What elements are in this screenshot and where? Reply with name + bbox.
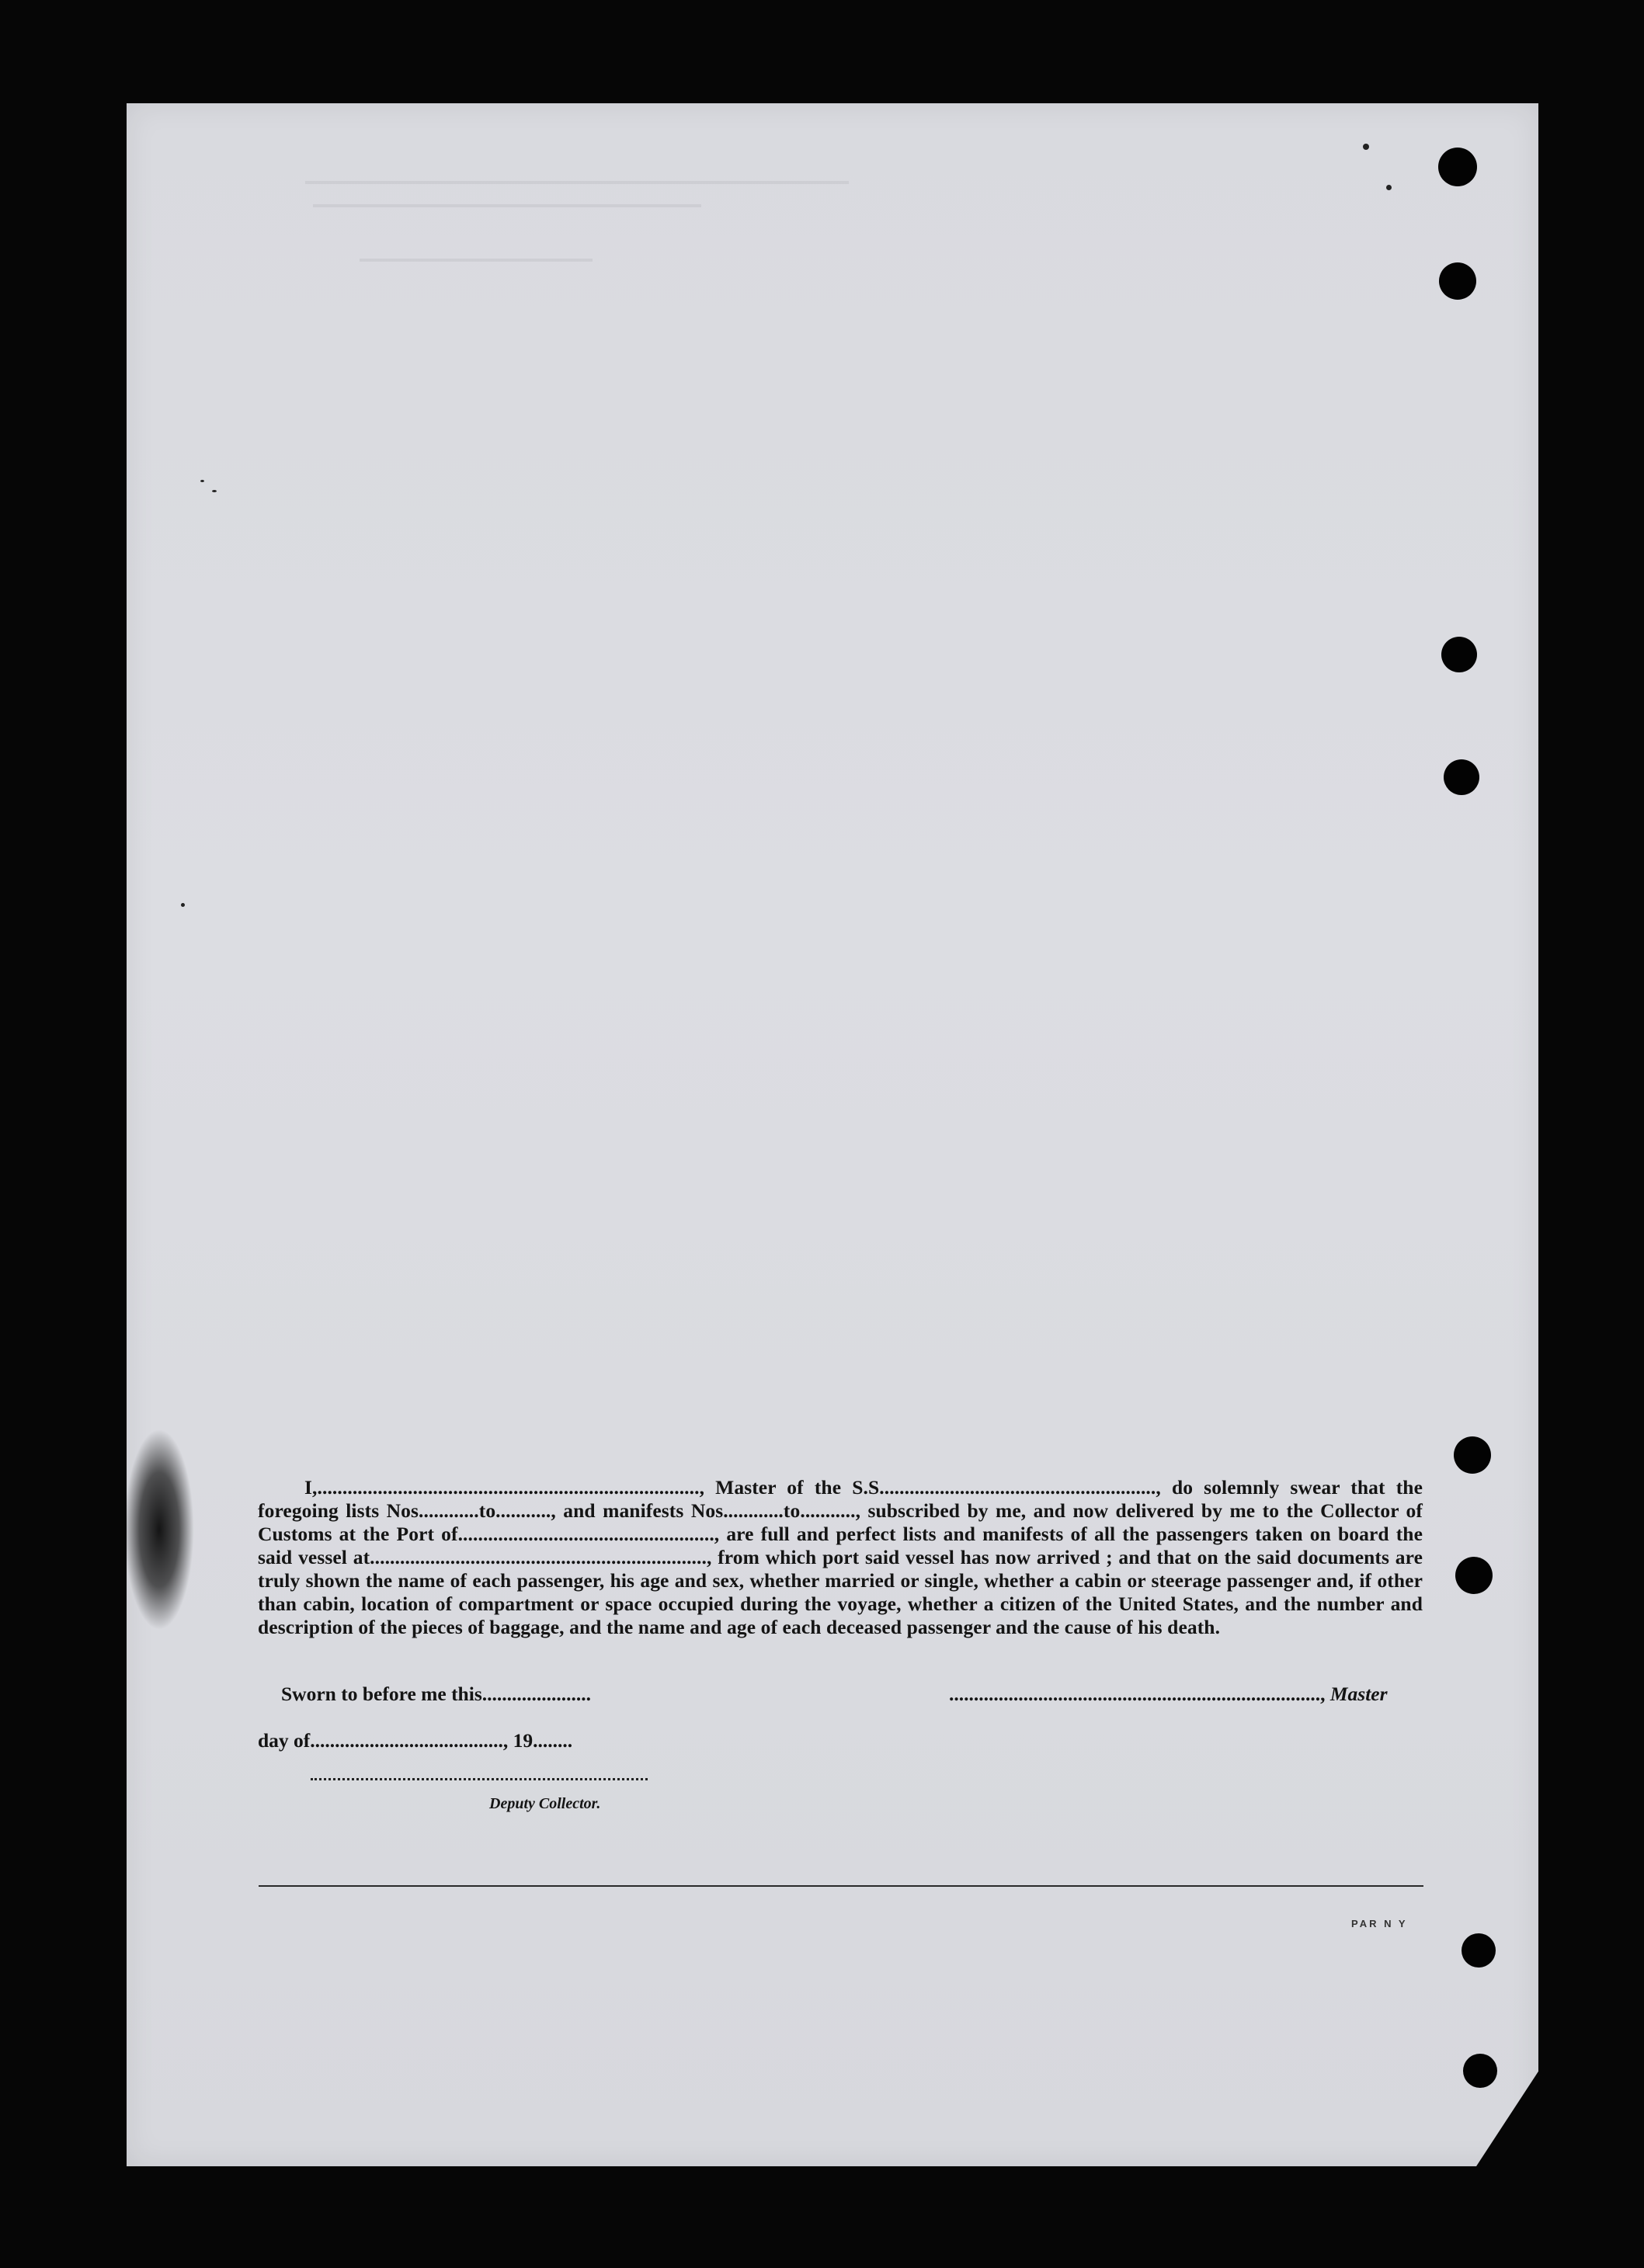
ink-speck	[1386, 185, 1392, 190]
ink-speck	[1363, 144, 1369, 150]
master-signature-dots: ...........................................................................,	[949, 1683, 1326, 1705]
sworn-before-line: Sworn to before me this......................	[281, 1683, 591, 1705]
master-signature-line	[949, 1683, 1388, 1706]
punch-hole	[1463, 2054, 1497, 2088]
bleed-through-line	[360, 259, 593, 262]
punch-hole	[1462, 1933, 1496, 1968]
punch-hole	[1441, 637, 1477, 672]
punch-hole	[1444, 759, 1479, 795]
deputy-collector-label: Deputy Collector.	[489, 1795, 601, 1812]
form-sheet	[127, 103, 1538, 2166]
punch-hole	[1454, 1436, 1491, 1474]
ink-speck	[181, 903, 185, 907]
day-of-line: day of......................................., 19........	[258, 1729, 573, 1752]
bleed-through-line	[313, 204, 701, 207]
bleed-through-line	[305, 181, 849, 184]
ink-speck	[212, 490, 217, 492]
ink-smudge	[124, 1429, 194, 1631]
deputy-signature-line	[311, 1778, 648, 1780]
oath-text: I,............................................................................, Master of the S.S......................................................., do solemnly swear that the foregoing lists Nos............to..........., and manifests Nos............to..........., subscribed by me, and now delivered by me to the Collector of Customs at the Port of..................................................., are full and perfect lists and manifests of all the passengers taken on board the said vessel at..................................................................., from which port said vessel has now arrived ; and that on the said documents are truly shown the name of each passenger, his age and sex, whether married or single, whether a cabin or steerage passenger and, if other than cabin, location of compartment or space occupied during the voyage, whether a citizen of the United States, and the number and description of the pieces of baggage, and the name and age of each deceased passenger and the cause of his death.	[258, 1476, 1423, 1638]
punch-hole	[1438, 148, 1477, 186]
horizontal-rule	[259, 1885, 1423, 1887]
printer-mark: PAR N Y	[1351, 1918, 1408, 1929]
punch-hole	[1455, 1557, 1493, 1594]
master-oath-paragraph	[258, 1476, 1423, 1639]
ink-speck	[200, 480, 204, 482]
master-label: Master	[1329, 1683, 1388, 1705]
punch-hole	[1439, 262, 1476, 300]
